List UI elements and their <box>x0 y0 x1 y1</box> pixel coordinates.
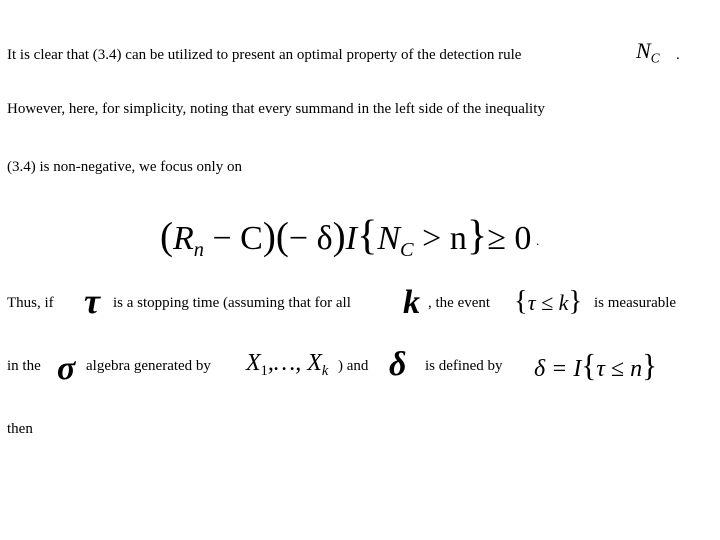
math-delta-def <box>534 348 657 384</box>
main-inequality <box>160 212 532 270</box>
x-mid: ,…, X <box>267 350 322 376</box>
paren-open-2: ( <box>275 215 289 258</box>
eq-dot: . <box>536 233 540 248</box>
x-sub-1: 1 <box>260 363 268 380</box>
eq-minus-delta: − δ <box>288 220 333 257</box>
math-x-seq <box>246 350 328 380</box>
eq-n: N <box>377 220 401 257</box>
eq-geq-zero: ≥ 0 <box>487 220 532 257</box>
text-line-4c: , the event <box>428 295 491 311</box>
math-delta: δ <box>389 346 407 383</box>
text-line-6: then <box>7 421 33 437</box>
event-brace-open: { <box>514 286 528 317</box>
delta-def-inner: τ ≤ n <box>596 356 643 382</box>
paren-close-2: ) <box>332 215 346 258</box>
math-sigma: σ <box>57 350 76 387</box>
brace-close: } <box>466 212 488 259</box>
paren-close-1: ) <box>262 215 276 258</box>
text-line-2: However, here, for simplicity, noting that every summand in the left side of the inequality <box>7 101 545 117</box>
math-n: N <box>636 38 651 63</box>
math-c-sub: C <box>650 50 660 66</box>
text-line-1-end: . <box>676 47 680 63</box>
delta-brace-open: { <box>581 348 597 383</box>
eq-minus-c: − C <box>212 220 263 257</box>
delta-brace-close: } <box>642 348 658 383</box>
eq-c-sub: C <box>400 239 414 262</box>
eq-n-sub: n <box>193 239 204 262</box>
text-line-1: It is clear that (3.4) can be utilized to present an optimal property of the detection rule <box>7 47 522 63</box>
x-sub-k: k <box>321 363 329 380</box>
eq-gt-n: > n <box>422 220 467 257</box>
text-line-5a: in the <box>7 358 41 374</box>
math-n-c <box>636 38 659 67</box>
math-tau: τ <box>84 281 100 321</box>
text-line-5d: is defined by <box>425 358 503 374</box>
text-line-3: (3.4) is non-negative, we focus only on <box>7 159 242 175</box>
x-first: X <box>246 350 261 376</box>
math-event <box>514 286 582 318</box>
paren-open-1: ( <box>160 215 174 258</box>
text-line-5b: algebra generated by <box>86 358 211 374</box>
delta-def-lhs: δ = I <box>534 356 582 382</box>
text-line-5c: ) and <box>338 358 369 374</box>
eq-r: R <box>173 220 194 257</box>
text-line-4d: is measurable <box>594 295 677 311</box>
math-k: k <box>403 284 420 321</box>
brace-open: { <box>356 212 378 259</box>
event-brace-close: } <box>568 286 583 317</box>
eq-i: I <box>345 220 357 257</box>
text-line-4a: Thus, if <box>7 295 54 311</box>
text-line-4b: is a stopping time (assuming that for all <box>113 295 351 311</box>
event-inner: τ ≤ k <box>527 290 569 315</box>
